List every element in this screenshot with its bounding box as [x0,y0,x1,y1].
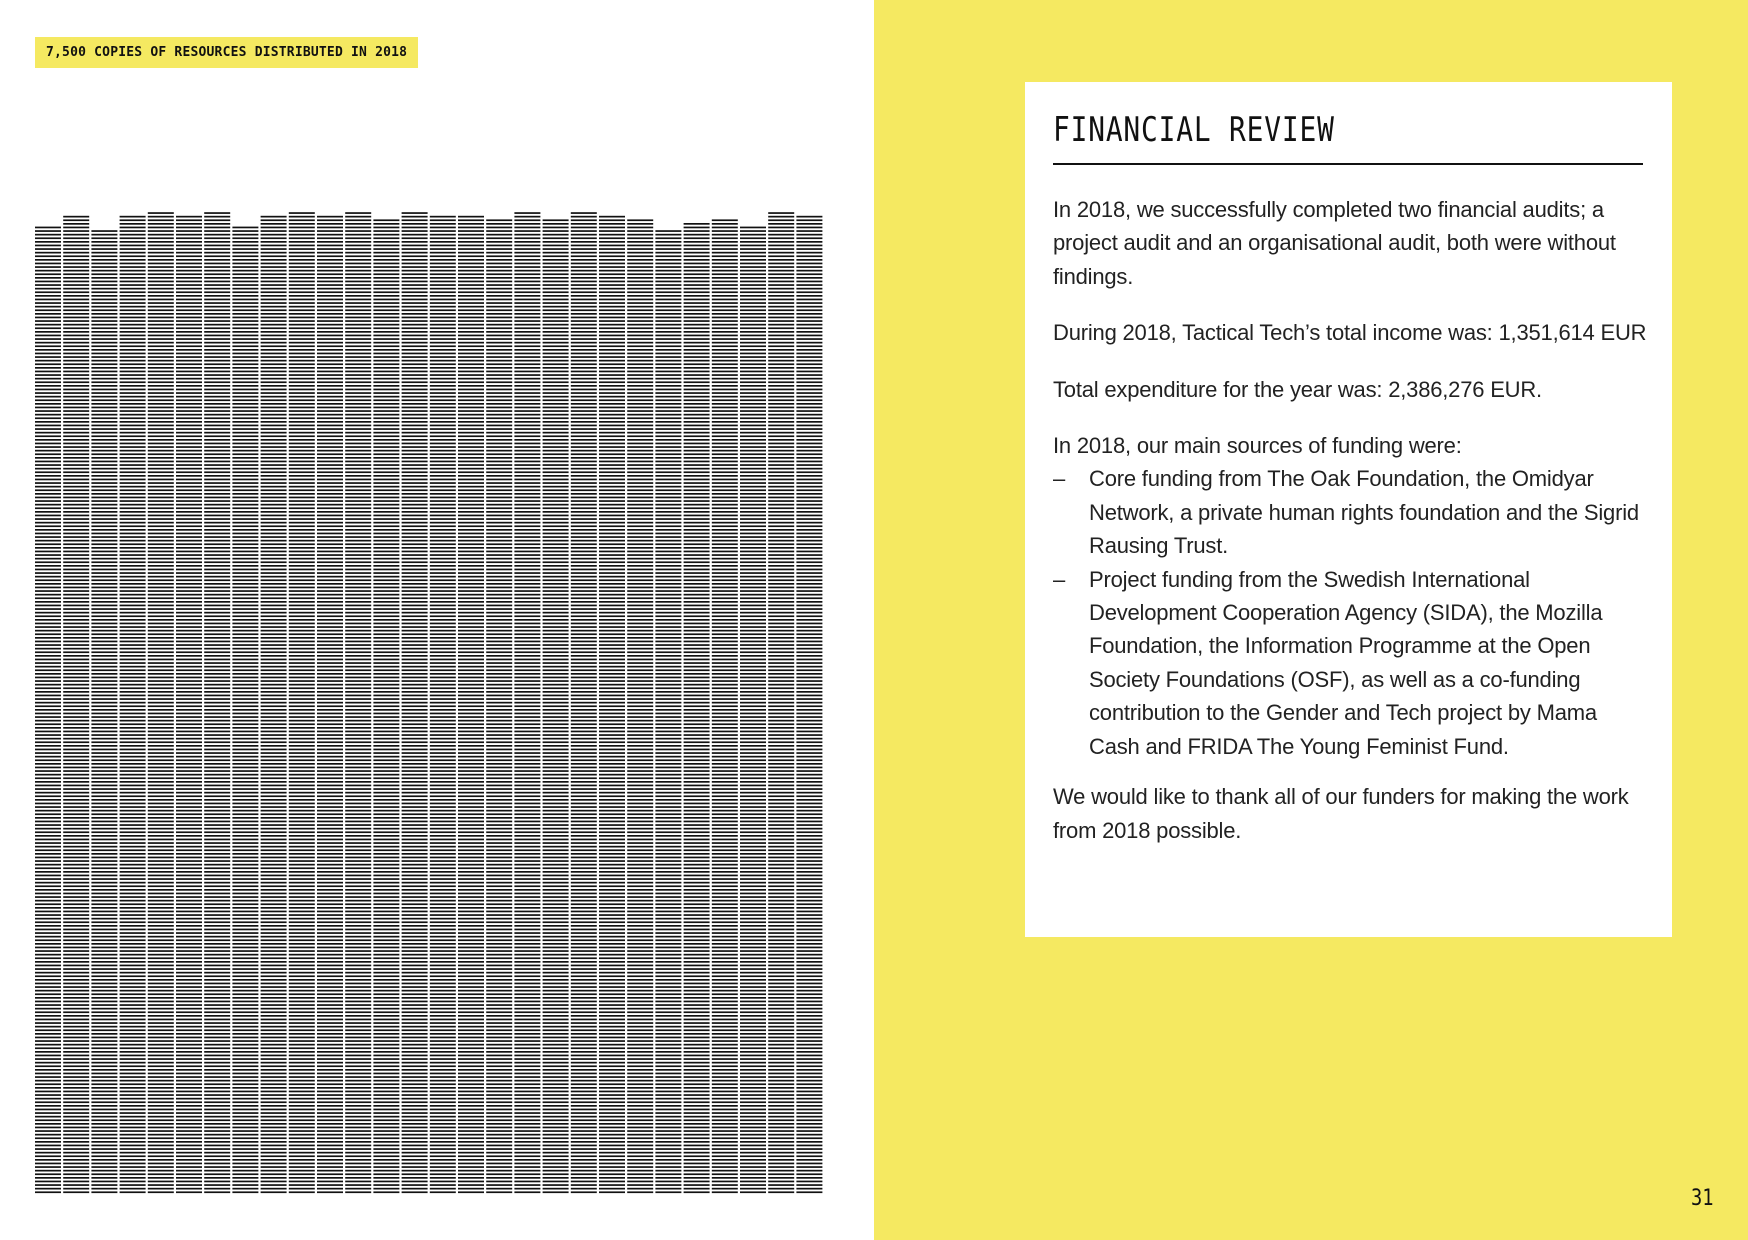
funding-intro: In 2018, our main sources of funding were: [1053,433,1462,459]
pictogram-column [91,230,117,1193]
funding-list [1053,462,1648,763]
income-paragraph: During 2018, Tactical Tech’s total income was: 1,351,614 EUR [1053,320,1647,346]
pictogram-column [289,212,315,1193]
dash-bullet: – [1053,466,1066,492]
list-item [1053,462,1648,562]
pictogram-column [430,216,456,1193]
caption-tag: 7,500 COPIES OF RESOURCES DISTRIBUTED IN 2018 [35,37,418,68]
pictogram-column [120,216,146,1193]
pictogram-column [486,219,512,1193]
pictogram-column [571,212,597,1193]
page-number: 31 [1691,1186,1714,1211]
financial-review-card [1025,82,1672,937]
audits-paragraph: In 2018, we successfully completed two financial audits; a project audit and an organisational audit, both were without findings. [1053,197,1616,289]
pictogram-column [176,216,202,1193]
pictogram-column [627,219,653,1193]
pictogram-column [543,219,569,1193]
list-item-text: Project funding from the Swedish International Development Cooperation Agency (SIDA), the Mozilla Foundation, the Information Programme at the Open Society Foundations (OSF), as well as a co-funding contribution to the Gender and Tech project by Mama Cash and FRIDA The Young Feminist Fund. [1089,566,1603,759]
pictogram-column [317,216,343,1193]
thanks-paragraph: We would like to thank all of our funders for making the work from 2018 possible. [1053,784,1629,843]
pictogram-column [740,227,766,1194]
pictogram-column [655,230,681,1193]
card-body [1053,193,1648,847]
pictogram-column [373,219,399,1193]
pictogram-column [712,219,738,1193]
title-divider [1053,163,1643,165]
pictogram-column [345,212,371,1193]
page-title: FINANCIAL REVIEW [1053,110,1335,150]
pictogram-column [458,216,484,1193]
pictogram-column [684,223,710,1193]
copies-pictogram [35,200,825,1200]
pictogram-column [768,212,794,1193]
pictogram-column [232,227,258,1194]
pictogram-column [402,212,428,1193]
pictogram-column [261,216,287,1193]
pictogram-column [514,212,540,1193]
pictogram-column [35,227,61,1194]
pictogram-column [63,216,89,1193]
expenditure-paragraph: Total expenditure for the year was: 2,386,276 EUR. [1053,376,1542,402]
pictogram-column [204,212,230,1193]
dash-bullet: – [1053,566,1066,592]
pictogram-column [148,212,174,1193]
pictogram-column [599,216,625,1193]
list-item [1053,563,1648,763]
pictogram-column [796,216,822,1193]
list-item-text: Core funding from The Oak Foundation, the Omidyar Network, a private human rights foundation and the Sigrid Rausing Trust. [1089,466,1639,559]
